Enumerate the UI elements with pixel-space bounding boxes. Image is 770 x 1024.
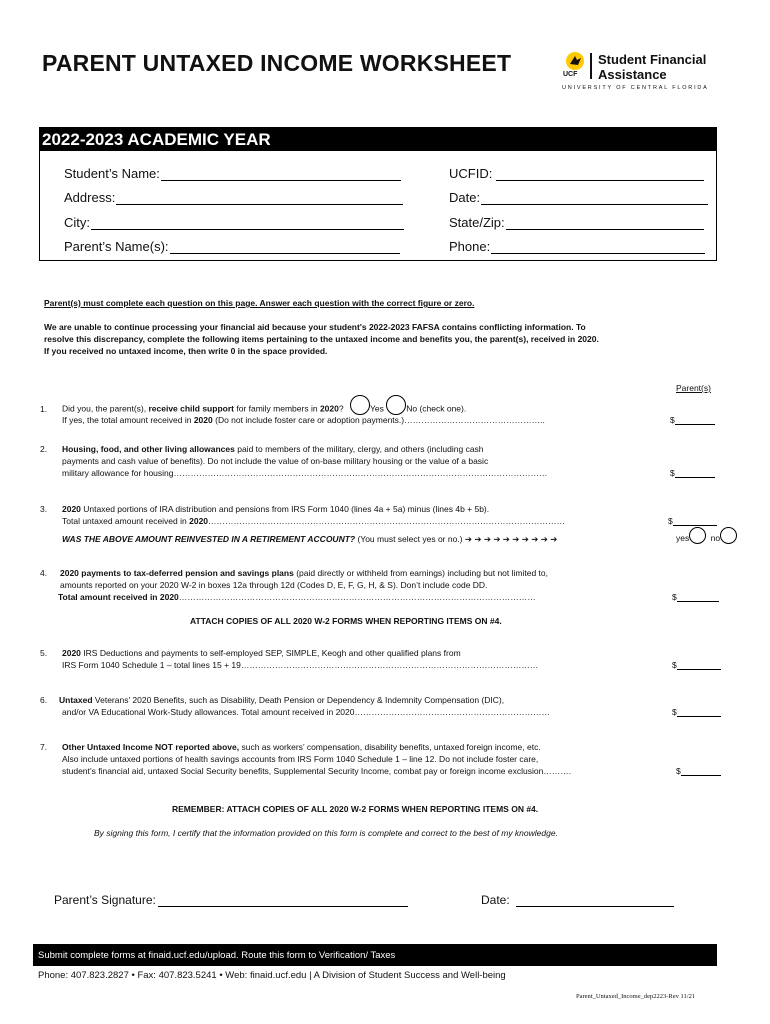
remember-note: REMEMBER: ATTACH COPIES OF ALL 2020 W-2 FORMS WHEN REPORTING ITEMS ON #4. <box>172 804 539 814</box>
q2-line2: payments and cash value of benefits). Do not include the value of on-base military housing or the value of a basic <box>62 456 489 466</box>
ucf-sfa-logo <box>560 48 740 96</box>
pegasus-icon <box>564 50 586 72</box>
q6-amount-field[interactable]: $ <box>672 707 721 717</box>
logo-university: UNIVERSITY OF CENTRAL FLORIDA <box>562 85 709 91</box>
q1-no-checkbox[interactable] <box>386 395 406 415</box>
q2-line1: Housing, food, and other living allowances paid to members of the military, clergy, and others (including cash <box>62 444 484 454</box>
student-name-field[interactable] <box>64 166 401 181</box>
item-number: 5. <box>40 648 48 658</box>
item-number: 2. <box>40 444 48 454</box>
date-field[interactable] <box>449 190 708 205</box>
q6-line1: Untaxed Veterans’ 2020 Benefits, such as Disability, Death Pension or Dependency & Indemnity Compensation (DIC), <box>59 695 505 705</box>
q3-yes-label: yes <box>676 533 690 543</box>
q3-no-checkbox[interactable] <box>720 527 737 544</box>
logo-line1: Student Financial <box>598 52 707 67</box>
certification-statement: By signing this form, I certify that the information provided on this form is complete and correct to the best of my knowledge. <box>94 828 558 838</box>
q3-no-label: no <box>710 533 721 543</box>
q7-line1: Other Untaxed Income NOT reported above, such as workers’ compensation, disability benefits, untaxed foreign income, etc. <box>62 742 541 752</box>
address-field[interactable] <box>64 190 403 205</box>
student-name-label: Student’s Name: <box>64 166 160 181</box>
instruction-para-2: resolve this discrepancy, complete the following items pertaining to the untaxed income and benefits you, the parent(s), received in 2020. <box>44 334 599 344</box>
q5-amount-field[interactable]: $ <box>672 660 721 670</box>
state-zip-field[interactable] <box>449 215 704 230</box>
signature-date-field[interactable] <box>481 893 674 907</box>
address-label: Address: <box>64 190 116 205</box>
q3-yes-checkbox[interactable] <box>689 527 706 544</box>
logo-mark: UCF <box>563 71 578 78</box>
q1-yes-checkbox[interactable] <box>350 395 370 415</box>
instruction-para-1: We are unable to continue processing your financial aid because your student's 2022-2023 FAFSA contains conflicting information. To <box>44 322 586 332</box>
q3-reinvest-question: WAS THE ABOVE AMOUNT REINVESTED IN A RETIREMENT ACCOUNT? (You must select yes or no.) ➔ ➔ ➔ ➔ ➔ ➔ ➔ ➔ ➔ ➔ <box>62 534 558 544</box>
item-number: 7. <box>40 742 48 752</box>
q1-amount-field[interactable]: $ <box>670 415 715 425</box>
q4-attach-note: ATTACH COPIES OF ALL 2020 W-2 FORMS WHEN REPORTING ITEMS ON #4. <box>190 616 502 626</box>
q1-line2: If yes, the total amount received in 2020 (Do not include foster care or adoption payments.)………………………………………….. <box>62 415 545 425</box>
submit-instructions-bar: Submit complete forms at finaid.ucf.edu/upload. Route this form to Verification/ Taxes <box>33 944 717 966</box>
logo-line2: Assistance <box>598 67 667 82</box>
q5-line1: 2020 IRS Deductions and payments to self-employed SEP, SIMPLE, Keogh and other qualified plans from <box>62 648 461 658</box>
item-number: 4. <box>40 568 48 578</box>
instruction-para-3: If you received no untaxed income, then write 0 in the space provided. <box>44 346 328 356</box>
ucfid-label: UCFID: <box>449 166 493 181</box>
q4-line3: Total amount received in 2020……………………………………………………………………………………………………………… <box>58 592 536 602</box>
student-info-box <box>39 127 717 261</box>
city-label: City: <box>64 215 90 230</box>
phone-label: Phone: <box>449 239 491 254</box>
q2-amount-field[interactable]: $ <box>670 468 715 478</box>
q1-yes-label: Yes <box>369 403 384 414</box>
q1-line1: Did you, the parent(s), receive child support for family members in 2020? Yes No (check one). <box>62 403 466 415</box>
q6-line2: and/or VA Educational Work-Study allowances. Total amount received in 2020…………………………………………………………… <box>62 707 550 717</box>
date-label: Date: <box>449 190 481 205</box>
q3-line1: 2020 Untaxed portions of IRA distribution and pensions from IRS Form 1040 (lines 4a + 5a) minus (lines 4b + 5b). <box>62 504 490 514</box>
q2-line3: military allowance for housing…………………………………………………………………………………………………………………… <box>62 468 548 478</box>
q3-line2: Total untaxed amount received in 2020……………………………………………………………………………………………………………… <box>62 516 566 526</box>
q4-line2: amounts reported on your 2020 W-2 in boxes 12a through 12d (Codes D, E, F, G, H, & S). Don’t include code DD. <box>60 580 488 590</box>
q4-amount-field[interactable]: $ <box>672 592 719 602</box>
state-zip-label: State/Zip: <box>449 215 505 230</box>
q3-yes-no <box>676 533 737 545</box>
item-number: 3. <box>40 504 48 514</box>
ucfid-field[interactable] <box>449 166 704 181</box>
parent-names-label: Parent’s Name(s): <box>64 239 169 254</box>
q7-amount-field[interactable]: $ <box>676 766 721 776</box>
q7-line2: Also include untaxed portions of health savings accounts from IRS Form 1040 Schedule 1 – line 12. Do not include foster care, <box>62 754 539 764</box>
q1-no-label: No (check one). <box>406 403 467 414</box>
parent-signature-field[interactable] <box>54 893 408 907</box>
item-number: 6. <box>40 695 48 705</box>
page-title: PARENT UNTAXED INCOME WORKSHEET <box>42 50 512 76</box>
q5-line2: IRS Form 1040 Schedule 1 – total lines 15 + 19…………………………………………………………………………………………… <box>62 660 539 670</box>
phone-field[interactable] <box>449 239 705 254</box>
instruction-line: Parent(s) must complete each question on this page. Answer each question with the correct figure or zero. <box>44 298 475 308</box>
parent-names-field[interactable] <box>64 239 400 254</box>
q4-line1: 2020 payments to tax-deferred pension and savings plans (paid directly or withheld from earnings) including but not limited to, <box>60 568 549 578</box>
revision-code: Parent_Untaxed_Income_dep2223-Rev 11/21 <box>576 993 696 1000</box>
signature-date-label: Date: <box>481 893 510 907</box>
signature-label: Parent’s Signature: <box>54 893 156 907</box>
item-number: 1. <box>40 404 48 414</box>
parents-column-header: Parent(s) <box>676 383 711 393</box>
academic-year-header: 2022-2023 ACADEMIC YEAR <box>40 128 716 151</box>
contact-info: Phone: 407.823.2827 • Fax: 407.823.5241 • Web: finaid.ucf.edu | A Division of Student Success and Well-being <box>38 970 506 981</box>
q3-amount-field[interactable]: $ <box>668 516 717 526</box>
q7-line3: student’s financial aid, untaxed Social Security benefits, Supplemental Security Income, combat pay or foreign income exclusion………. <box>62 766 572 776</box>
city-field[interactable] <box>64 215 404 230</box>
